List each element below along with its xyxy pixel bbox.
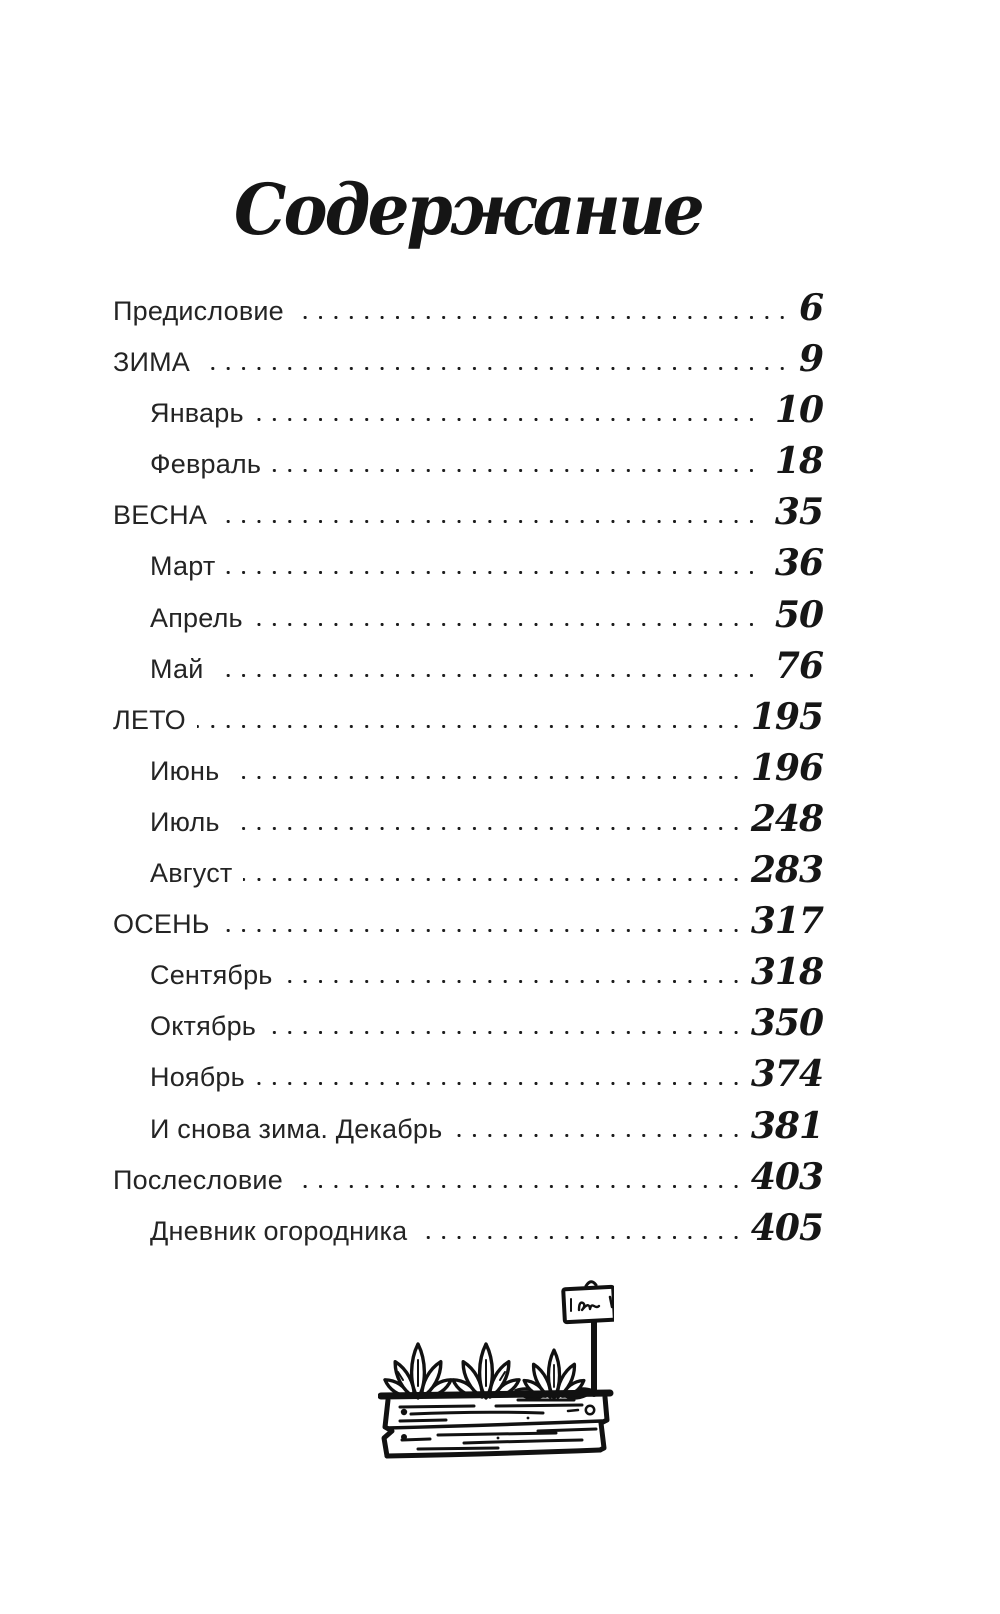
toc-entry-label: Август [113, 848, 243, 899]
toc-entry-label: Февраль [113, 439, 272, 490]
toc-entry-label: Июнь [113, 746, 230, 797]
toc-entry-page: 6 [786, 283, 823, 334]
planter-box-illustration [378, 1278, 614, 1460]
toc-row [113, 1101, 823, 1152]
toc-entry-page: 405 [738, 1203, 823, 1254]
toc-entry-label: Апрель [113, 593, 254, 644]
toc-entry-label: ЗИМА [113, 337, 201, 388]
toc-row [113, 641, 823, 692]
toc-entry-label: Предисловие [113, 286, 295, 337]
toc-entry-page: 10 [762, 385, 823, 436]
plant-icon [382, 1344, 453, 1400]
table-of-contents [113, 283, 823, 1254]
toc-entry-page: 283 [738, 845, 823, 896]
toc-row [113, 998, 823, 1049]
toc-entry-label: Январь [113, 388, 255, 439]
toc-entry-label: Март [113, 541, 226, 592]
toc-row [113, 743, 823, 794]
toc-entry-page: 196 [738, 743, 823, 794]
toc-entry-page: 381 [738, 1101, 823, 1152]
toc-row [113, 1203, 823, 1254]
toc-entry-label: Май [113, 644, 215, 695]
page-title: Содержание [234, 168, 702, 251]
toc-entry-page: 36 [762, 538, 823, 589]
toc-row [113, 947, 823, 998]
toc-entry-page: 317 [738, 896, 823, 947]
toc-entry-label: Дневник огородника [113, 1206, 418, 1257]
toc-entry-label: Послесловие [113, 1155, 294, 1206]
toc-entry-page: 76 [762, 641, 823, 692]
toc-row [113, 436, 823, 487]
toc-entry-label: Сентябрь [113, 950, 284, 1001]
toc-row [113, 1049, 823, 1100]
toc-row [113, 283, 823, 334]
toc-entry-label: ОСЕНЬ [113, 899, 221, 950]
toc-row [113, 794, 823, 845]
toc-row [113, 590, 823, 641]
toc-row [113, 385, 823, 436]
toc-entry-label: И снова зима. Декабрь [113, 1104, 453, 1155]
toc-row [113, 845, 823, 896]
toc-entry-page: 403 [738, 1152, 823, 1203]
toc-entry-page: 248 [738, 794, 823, 845]
toc-entry-page: 195 [738, 692, 823, 743]
toc-entry-page: 374 [738, 1049, 823, 1100]
toc-row [113, 334, 823, 385]
toc-entry-label: Ноябрь [113, 1052, 256, 1103]
toc-entry-label: Октябрь [113, 1001, 267, 1052]
toc-row [113, 692, 823, 743]
toc-entry-page: 9 [786, 334, 823, 385]
toc-entry-page: 350 [738, 998, 823, 1049]
toc-row [113, 896, 823, 947]
toc-entry-page: 35 [762, 487, 823, 538]
toc-row [113, 538, 823, 589]
toc-entry-label: ЛЕТО [113, 695, 197, 746]
toc-row [113, 487, 823, 538]
planter-box [381, 1393, 610, 1456]
toc-entry-page: 50 [762, 590, 823, 641]
toc-entry-label: ВЕСНА [113, 490, 218, 541]
toc-entry-page: 18 [762, 436, 823, 487]
toc-row [113, 1152, 823, 1203]
toc-entry-label: Июль [113, 797, 231, 848]
toc-entry-page: 318 [738, 947, 823, 998]
